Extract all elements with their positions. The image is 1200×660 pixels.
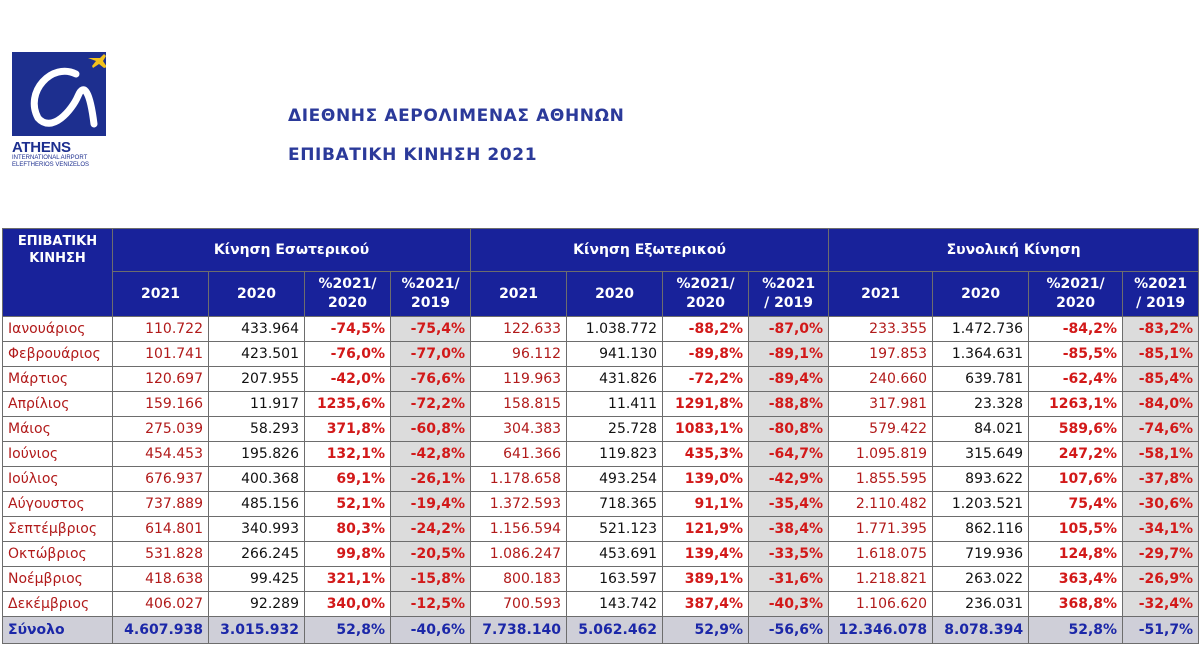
month-cell: Νοέμβριος xyxy=(3,567,113,592)
passenger-count-cell: 92.289 xyxy=(209,592,305,617)
column-header-line: 2019 xyxy=(411,295,450,311)
passenger-count-cell: 240.660 xyxy=(829,367,933,392)
table-row xyxy=(3,317,1199,342)
column-header xyxy=(829,272,933,317)
logo-wordmark: ATHENS xyxy=(12,139,71,156)
passenger-count-cell: 433.964 xyxy=(209,317,305,342)
page-subtitle: ΕΠΙΒΑΤΙΚΗ ΚΙΝΗΣΗ 2021 xyxy=(288,145,538,165)
percent-change-cell: -89,4% xyxy=(749,367,829,392)
percent-change-cell: -62,4% xyxy=(1029,367,1123,392)
percent-change-cell: 389,1% xyxy=(663,567,749,592)
percent-change-cell: -84,2% xyxy=(1029,317,1123,342)
month-cell: Μάιος xyxy=(3,417,113,442)
percent-change-cell: -24,2% xyxy=(391,517,471,542)
percent-change-cell: 387,4% xyxy=(663,592,749,617)
passenger-count-cell: 11.917 xyxy=(209,392,305,417)
passenger-count-cell: 1.156.594 xyxy=(471,517,567,542)
column-header xyxy=(471,272,567,317)
passenger-count-cell: 122.633 xyxy=(471,317,567,342)
logo-subtitle-1: INTERNATIONAL AIRPORT xyxy=(12,155,88,161)
percent-change-cell: -72,2% xyxy=(663,367,749,392)
column-header xyxy=(391,272,471,317)
percent-change-cell: -12,5% xyxy=(391,592,471,617)
percent-change-cell: -32,4% xyxy=(1123,592,1199,617)
passenger-count-cell: 614.801 xyxy=(113,517,209,542)
passenger-count-cell: 99.425 xyxy=(209,567,305,592)
passenger-count-cell: 317.981 xyxy=(829,392,933,417)
month-cell: Δεκέμβριος xyxy=(3,592,113,617)
percent-change-cell: -88,2% xyxy=(663,317,749,342)
column-header-line: %2021 xyxy=(762,276,816,292)
month-cell: Αύγουστος xyxy=(3,492,113,517)
percent-change-cell: -85,1% xyxy=(1123,342,1199,367)
column-header-line: %2021/ xyxy=(1046,276,1105,292)
column-header xyxy=(209,272,305,317)
column-header xyxy=(1123,272,1199,317)
percent-change-cell: 435,3% xyxy=(663,442,749,467)
passenger-count-cell: 207.955 xyxy=(209,367,305,392)
passenger-count-cell: 641.366 xyxy=(471,442,567,467)
passenger-count-cell: 1.203.521 xyxy=(933,492,1029,517)
passenger-count-cell: 579.422 xyxy=(829,417,933,442)
percent-change-cell: -84,0% xyxy=(1123,392,1199,417)
passenger-count-cell: 120.697 xyxy=(113,367,209,392)
month-cell: Ιούνιος xyxy=(3,442,113,467)
passenger-count-cell: 110.722 xyxy=(113,317,209,342)
passenger-count-cell: 119.823 xyxy=(567,442,663,467)
table-row xyxy=(3,592,1199,617)
passenger-count-cell: 236.031 xyxy=(933,592,1029,617)
percent-change-cell: 121,9% xyxy=(663,517,749,542)
passenger-count-cell: 531.828 xyxy=(113,542,209,567)
percent-change-cell: -88,8% xyxy=(749,392,829,417)
percent-change-cell: -76,0% xyxy=(305,342,391,367)
percent-change-cell: -77,0% xyxy=(391,342,471,367)
percent-change-cell: -35,4% xyxy=(749,492,829,517)
percent-change-cell: -26,9% xyxy=(1123,567,1199,592)
table-row xyxy=(3,442,1199,467)
passenger-count-cell: 453.691 xyxy=(567,542,663,567)
month-cell: Απρίλιος xyxy=(3,392,113,417)
table-row xyxy=(3,392,1199,417)
month-cell: Οκτώβριος xyxy=(3,542,113,567)
page-title: ΔΙΕΘΝΗΣ ΑΕΡΟΛΙΜΕΝΑΣ ΑΘΗΝΩΝ xyxy=(288,106,625,126)
percent-change-cell: -60,8% xyxy=(391,417,471,442)
percent-change-cell: -33,5% xyxy=(749,542,829,567)
passenger-count-cell: 101.741 xyxy=(113,342,209,367)
passenger-count-cell: 315.649 xyxy=(933,442,1029,467)
column-header-line: 2021 xyxy=(499,285,539,302)
column-header-line: %2021/ xyxy=(318,276,377,292)
international-group-header: Κίνηση Εξωτερικού xyxy=(471,229,829,272)
passenger-count-cell: 862.116 xyxy=(933,517,1029,542)
passenger-count-cell: 418.638 xyxy=(113,567,209,592)
airport-logo-mark xyxy=(12,52,106,136)
domestic-group-header: Κίνηση Εσωτερικού xyxy=(113,229,471,272)
percent-change-cell: -40,3% xyxy=(749,592,829,617)
passenger-count-cell: 233.355 xyxy=(829,317,933,342)
month-cell: Μάρτιος xyxy=(3,367,113,392)
total-group-header: Συνολική Κίνηση xyxy=(829,229,1199,272)
percent-change-cell: 75,4% xyxy=(1029,492,1123,517)
column-header-line: %2021 xyxy=(1134,276,1188,292)
passenger-count-cell: 737.889 xyxy=(113,492,209,517)
column-header-line: %2021/ xyxy=(401,276,460,292)
column-header-line: / 2019 xyxy=(1136,295,1186,311)
passenger-count-cell: 1.372.593 xyxy=(471,492,567,517)
passenger-count-cell: 1.106.620 xyxy=(829,592,933,617)
passenger-count-cell: 1.364.631 xyxy=(933,342,1029,367)
table-row xyxy=(3,367,1199,392)
column-header-line: / 2019 xyxy=(764,295,814,311)
passenger-count-cell: 11.411 xyxy=(567,392,663,417)
percent-change-cell: -29,7% xyxy=(1123,542,1199,567)
percent-change-cell: -75,4% xyxy=(391,317,471,342)
passenger-count-cell: 800.183 xyxy=(471,567,567,592)
month-cell: Ιανουάριος xyxy=(3,317,113,342)
table-row xyxy=(3,567,1199,592)
percent-change-cell: 340,0% xyxy=(305,592,391,617)
column-header-line: 2020 xyxy=(961,285,1001,302)
passenger-count-cell: 1.771.395 xyxy=(829,517,933,542)
percent-change-cell: -64,7% xyxy=(749,442,829,467)
passenger-traffic-table xyxy=(2,228,1199,644)
passenger-count-cell: 96.112 xyxy=(471,342,567,367)
passenger-count-cell: 12.346.078 xyxy=(829,617,933,644)
percent-change-cell: 589,6% xyxy=(1029,417,1123,442)
passenger-count-cell: 143.742 xyxy=(567,592,663,617)
passenger-count-cell: 639.781 xyxy=(933,367,1029,392)
percent-change-cell: -72,2% xyxy=(391,392,471,417)
passenger-count-cell: 3.015.932 xyxy=(209,617,305,644)
month-cell: Φεβρουάριος xyxy=(3,342,113,367)
passenger-count-cell: 2.110.482 xyxy=(829,492,933,517)
passenger-count-cell: 676.937 xyxy=(113,467,209,492)
percent-change-cell: -74,6% xyxy=(1123,417,1199,442)
column-header xyxy=(933,272,1029,317)
percent-change-cell: -76,6% xyxy=(391,367,471,392)
passenger-count-cell: 304.383 xyxy=(471,417,567,442)
passenger-count-cell: 893.622 xyxy=(933,467,1029,492)
passenger-count-cell: 423.501 xyxy=(209,342,305,367)
percent-change-cell: -87,0% xyxy=(749,317,829,342)
table-body xyxy=(3,317,1199,644)
percent-change-cell: 91,1% xyxy=(663,492,749,517)
passenger-count-cell: 454.453 xyxy=(113,442,209,467)
logo-subtitle-2: ELEFTHERIOS VENIZELOS xyxy=(12,162,90,168)
percent-change-cell: 1291,8% xyxy=(663,392,749,417)
passenger-count-cell: 941.130 xyxy=(567,342,663,367)
table-row xyxy=(3,542,1199,567)
percent-change-cell: -37,8% xyxy=(1123,467,1199,492)
percent-change-cell: 52,1% xyxy=(305,492,391,517)
corner-label-line: ΚΙΝΗΣΗ xyxy=(29,251,86,266)
column-header-line: 2020 xyxy=(595,285,635,302)
passenger-count-cell: 1.095.819 xyxy=(829,442,933,467)
alpha-plane-icon xyxy=(12,52,106,136)
percent-change-cell: -15,8% xyxy=(391,567,471,592)
percent-change-cell: 132,1% xyxy=(305,442,391,467)
percent-change-cell: -56,6% xyxy=(749,617,829,644)
percent-change-cell: 139,4% xyxy=(663,542,749,567)
passenger-count-cell: 1.038.772 xyxy=(567,317,663,342)
column-header-line: 2020 xyxy=(237,285,276,302)
table-row xyxy=(3,467,1199,492)
percent-change-cell: 105,5% xyxy=(1029,517,1123,542)
percent-change-cell: 1083,1% xyxy=(663,417,749,442)
table-row xyxy=(3,342,1199,367)
percent-change-cell: -85,4% xyxy=(1123,367,1199,392)
percent-change-cell: 368,8% xyxy=(1029,592,1123,617)
column-header xyxy=(567,272,663,317)
passenger-count-cell: 158.815 xyxy=(471,392,567,417)
percent-change-cell: 99,8% xyxy=(305,542,391,567)
total-row xyxy=(3,617,1199,644)
percent-change-cell: -31,6% xyxy=(749,567,829,592)
passenger-count-cell: 7.738.140 xyxy=(471,617,567,644)
percent-change-cell: 52,8% xyxy=(305,617,391,644)
table-row xyxy=(3,492,1199,517)
percent-change-cell: -30,6% xyxy=(1123,492,1199,517)
percent-change-cell: -83,2% xyxy=(1123,317,1199,342)
percent-change-cell: -20,5% xyxy=(391,542,471,567)
percent-change-cell: -42,8% xyxy=(391,442,471,467)
passenger-count-cell: 5.062.462 xyxy=(567,617,663,644)
percent-change-cell: -85,5% xyxy=(1029,342,1123,367)
passenger-count-cell: 719.936 xyxy=(933,542,1029,567)
percent-change-cell: -42,0% xyxy=(305,367,391,392)
percent-change-cell: -42,9% xyxy=(749,467,829,492)
passenger-count-cell: 1.218.821 xyxy=(829,567,933,592)
passenger-count-cell: 119.963 xyxy=(471,367,567,392)
passenger-count-cell: 263.022 xyxy=(933,567,1029,592)
total-label: Σύνολο xyxy=(3,617,113,644)
percent-change-cell: -51,7% xyxy=(1123,617,1199,644)
passenger-count-cell: 431.826 xyxy=(567,367,663,392)
month-cell: Σεπτέμβριος xyxy=(3,517,113,542)
passenger-count-cell: 275.039 xyxy=(113,417,209,442)
passenger-count-cell: 1.086.247 xyxy=(471,542,567,567)
subheader-row xyxy=(3,272,1199,317)
passenger-count-cell: 4.607.938 xyxy=(113,617,209,644)
passenger-count-cell: 406.027 xyxy=(113,592,209,617)
percent-change-cell: 363,4% xyxy=(1029,567,1123,592)
passenger-count-cell: 159.166 xyxy=(113,392,209,417)
percent-change-cell: 107,6% xyxy=(1029,467,1123,492)
percent-change-cell: 321,1% xyxy=(305,567,391,592)
passenger-count-cell: 23.328 xyxy=(933,392,1029,417)
percent-change-cell: -40,6% xyxy=(391,617,471,644)
percent-change-cell: 139,0% xyxy=(663,467,749,492)
passenger-count-cell: 700.593 xyxy=(471,592,567,617)
column-header-line: 2020 xyxy=(686,295,726,311)
passenger-count-cell: 400.368 xyxy=(209,467,305,492)
column-header xyxy=(113,272,209,317)
column-header-line: %2021/ xyxy=(676,276,735,292)
passenger-count-cell: 521.123 xyxy=(567,517,663,542)
corner-label-line: ΕΠΙΒΑΤΙΚΗ xyxy=(17,234,98,249)
passenger-count-cell: 1.855.595 xyxy=(829,467,933,492)
column-header-line: 2020 xyxy=(328,295,367,311)
percent-change-cell: -89,1% xyxy=(749,342,829,367)
passenger-count-cell: 1.178.658 xyxy=(471,467,567,492)
percent-change-cell: 69,1% xyxy=(305,467,391,492)
passenger-count-cell: 197.853 xyxy=(829,342,933,367)
passenger-count-cell: 718.365 xyxy=(567,492,663,517)
passenger-count-cell: 58.293 xyxy=(209,417,305,442)
passenger-count-cell: 1.472.736 xyxy=(933,317,1029,342)
percent-change-cell: 52,8% xyxy=(1029,617,1123,644)
percent-change-cell: -89,8% xyxy=(663,342,749,367)
column-header xyxy=(663,272,749,317)
table-row xyxy=(3,517,1199,542)
percent-change-cell: 80,3% xyxy=(305,517,391,542)
passenger-count-cell: 485.156 xyxy=(209,492,305,517)
passenger-count-cell: 8.078.394 xyxy=(933,617,1029,644)
percent-change-cell: -58,1% xyxy=(1123,442,1199,467)
column-header xyxy=(305,272,391,317)
column-header-line: 2021 xyxy=(141,285,180,302)
percent-change-cell: -74,5% xyxy=(305,317,391,342)
passenger-count-cell: 84.021 xyxy=(933,417,1029,442)
percent-change-cell: 1235,6% xyxy=(305,392,391,417)
percent-change-cell: 371,8% xyxy=(305,417,391,442)
column-header xyxy=(1029,272,1123,317)
percent-change-cell: 52,9% xyxy=(663,617,749,644)
percent-change-cell: -19,4% xyxy=(391,492,471,517)
column-header-line: 2020 xyxy=(1056,295,1096,311)
column-header xyxy=(749,272,829,317)
passenger-count-cell: 266.245 xyxy=(209,542,305,567)
percent-change-cell: 247,2% xyxy=(1029,442,1123,467)
percent-change-cell: -80,8% xyxy=(749,417,829,442)
percent-change-cell: 1263,1% xyxy=(1029,392,1123,417)
table-corner-header xyxy=(3,229,113,317)
passenger-count-cell: 1.618.075 xyxy=(829,542,933,567)
passenger-count-cell: 163.597 xyxy=(567,567,663,592)
athens-airport-logo xyxy=(12,52,106,172)
table-row xyxy=(3,417,1199,442)
percent-change-cell: -38,4% xyxy=(749,517,829,542)
passenger-count-cell: 493.254 xyxy=(567,467,663,492)
percent-change-cell: 124,8% xyxy=(1029,542,1123,567)
column-header-line: 2021 xyxy=(861,285,901,302)
percent-change-cell: -34,1% xyxy=(1123,517,1199,542)
month-cell: Ιούλιος xyxy=(3,467,113,492)
passenger-count-cell: 25.728 xyxy=(567,417,663,442)
passenger-count-cell: 340.993 xyxy=(209,517,305,542)
percent-change-cell: -26,1% xyxy=(391,467,471,492)
passenger-count-cell: 195.826 xyxy=(209,442,305,467)
